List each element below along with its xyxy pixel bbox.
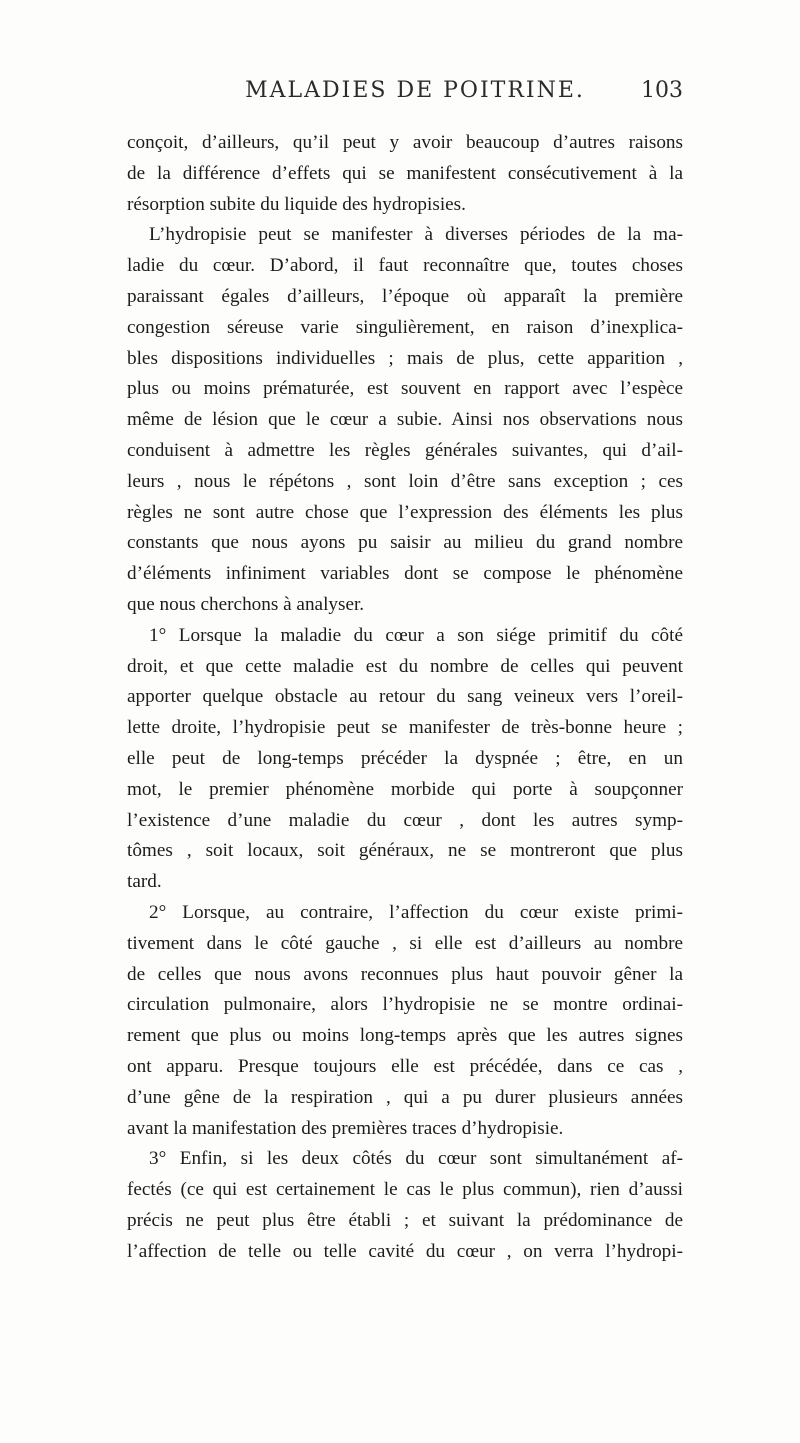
text-line: fectés (ce qui est certainement le cas le plus commun), rien d’aussi [127,1179,683,1201]
text-line: mot, le premier phénomène morbide qui porte à soupçonner [127,778,683,800]
text-line: même de lésion que le cœur a subie. Ainsi nos observations nous [127,409,683,431]
text-line: elle peut de long-temps précéder la dyspnée ; être, en un [127,747,683,769]
text-line: l’affection de telle ou telle cavité du cœur , on verra l’hydropi- [127,1240,683,1262]
text-line: de la différence d’effets qui se manifestent consécutivement à la [127,162,683,184]
text-line: droit, et que cette maladie est du nombre de celles qui peuvent [127,655,683,677]
text-line: d’éléments infiniment variables dont se compose le phénomène [127,563,683,585]
text-line: de celles que nous avons reconnues plus haut pouvoir gêner la [127,963,683,985]
text-line: tômes , soit locaux, soit généraux, ne se montreront que plus [127,840,683,862]
text-line: ladie du cœur. D’abord, il faut reconnaître que, toutes choses [127,255,683,277]
text-line: plus ou moins prématurée, est souvent en rapport avec l’espèce [127,378,683,400]
text-line: rement que plus ou moins long-temps après que les autres signes [127,1025,683,1047]
running-title: MALADIES DE POITRINE. [245,78,585,103]
text-line: règles ne sont autre chose que l’expression des éléments les plus [127,501,683,523]
text-line: tard. [127,871,162,893]
text-line: 3° Enfin, si les deux côtés du cœur sont simultanément af- [149,1148,683,1170]
text-line: leurs , nous le répétons , sont loin d’être sans exception ; ces [127,470,683,492]
text-line: résorption subite du liquide des hydropisies. [127,193,466,215]
page-header [127,78,683,110]
body-text [127,128,683,1267]
text-line: constants que nous ayons pu saisir au milieu du grand nombre [127,532,683,554]
text-line: avant la manifestation des premières traces d’hydropisie. [127,1117,564,1139]
text-line: 1° Lorsque la maladie du cœur a son siége primitif du côté [149,624,683,646]
text-line: circulation pulmonaire, alors l’hydropisie ne se montre ordinai- [127,994,683,1016]
text-line: apporter quelque obstacle au retour du sang veineux vers l’oreil- [127,686,683,708]
text-line: conçoit, d’ailleurs, qu’il peut y avoir beaucoup d’autres raisons [127,132,683,153]
text-line: l’existence d’une maladie du cœur , dont les autres symp- [127,809,683,831]
text-line: conduisent à admettre les règles générales suivantes, qui d’ail- [127,439,683,461]
text-line: congestion séreuse varie singulièrement, en raison d’inexplica- [127,316,683,338]
text-line: bles dispositions individuelles ; mais de plus, cette apparition , [127,347,683,369]
text-line: d’une gêne de la respiration , qui a pu durer plusieurs années [127,1086,683,1108]
text-line: L’hydropisie peut se manifester à diverses périodes de la ma- [149,224,683,246]
page-number: 103 [641,78,683,103]
text-line: lette droite, l’hydropisie peut se manifester de très-bonne heure ; [127,717,683,739]
text-line: paraissant égales d’ailleurs, l’époque où apparaît la première [127,285,683,307]
text-line: précis ne peut plus être établi ; et suivant la prédominance de [127,1209,683,1231]
text-line: tivement dans le côté gauche , si elle est d’ailleurs au nombre [127,932,683,954]
text-line: 2° Lorsque, au contraire, l’affection du cœur existe primi- [149,901,683,923]
text-line: ont apparu. Presque toujours elle est précédée, dans ce cas , [127,1055,683,1077]
text-line: que nous cherchons à analyser. [127,593,365,615]
